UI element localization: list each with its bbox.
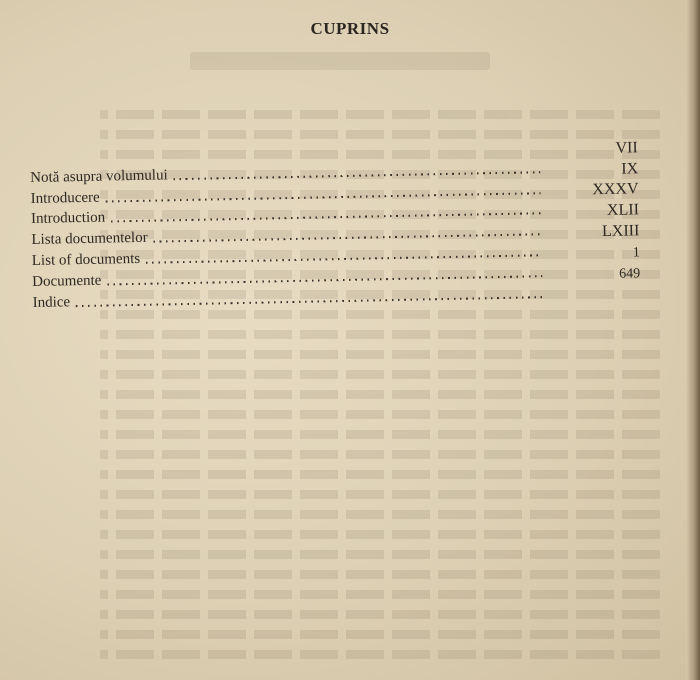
toc-entry-page: LXIII xyxy=(601,222,640,241)
toc-entry-label: Introduction xyxy=(30,209,106,228)
toc-entry-label: Lista documentelor xyxy=(31,229,148,249)
show-through-heading xyxy=(190,52,490,70)
toc-entry-label: Documente xyxy=(32,272,102,290)
toc-entry-page: 1 xyxy=(632,245,640,261)
toc-entry-label: Indice xyxy=(32,293,71,311)
toc-entry-page: VII xyxy=(615,139,638,157)
toc-entry-label: Introducere xyxy=(30,189,100,207)
table-of-contents xyxy=(30,139,641,311)
toc-entry-page: XLII xyxy=(606,201,640,220)
page-title: CUPRINS xyxy=(310,19,390,38)
show-through-text xyxy=(60,40,660,680)
toc-entry-label: List of documents xyxy=(31,250,141,269)
toc-entry-label: Notă asupra volumului xyxy=(30,167,168,186)
toc-entry-page: 649 xyxy=(619,265,641,282)
toc-entry-page: IX xyxy=(621,159,639,178)
toc-entry-page: XXXV xyxy=(592,180,639,199)
page-edge-shadow xyxy=(686,0,700,680)
